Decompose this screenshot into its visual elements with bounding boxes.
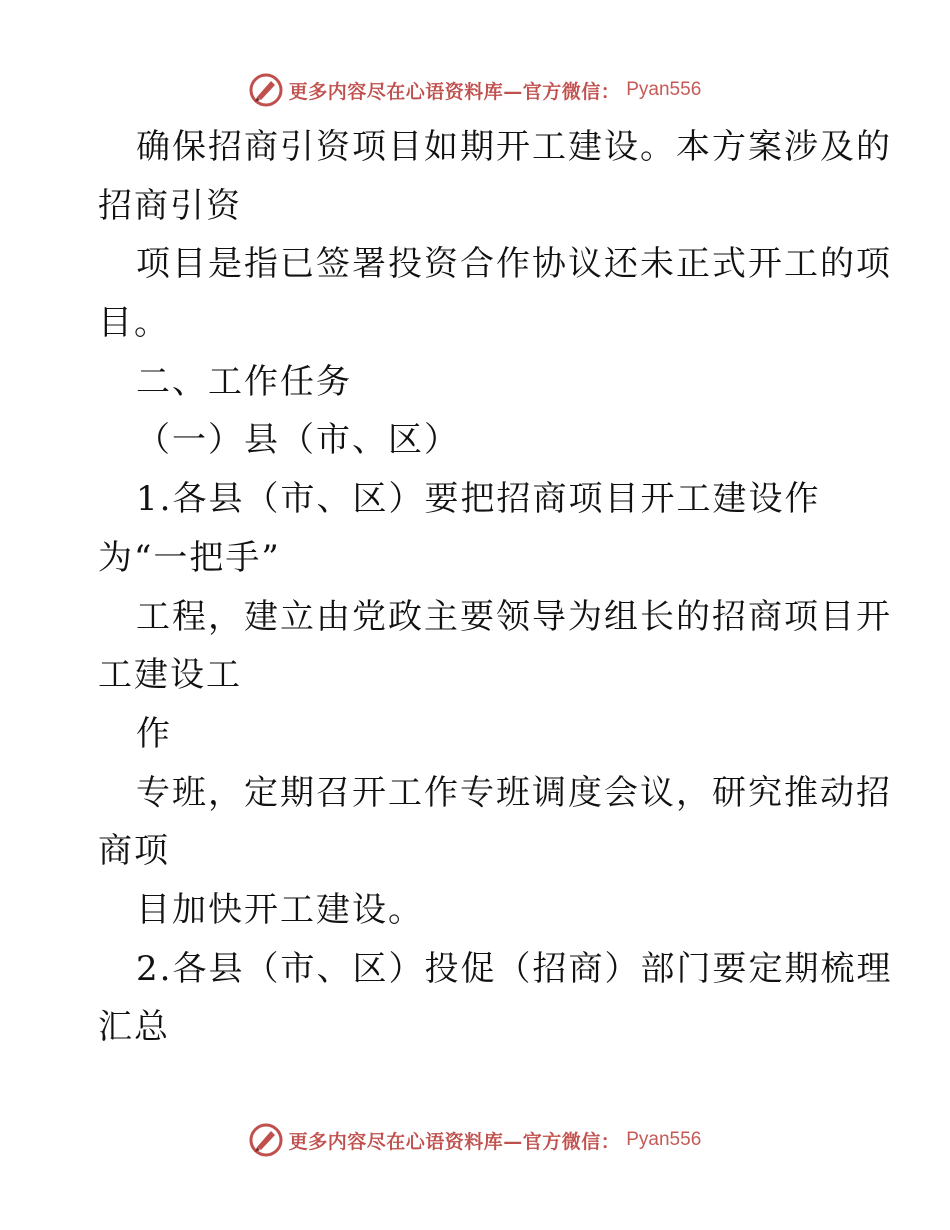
watermark-wechat-id: Pyan556 <box>626 79 702 100</box>
text-line: 工程，建立由党政主要领导为组长的招商项目开 <box>136 596 892 637</box>
text-line: 招商引资 <box>98 185 242 226</box>
watermark-text: 更多内容尽在心语资料库—官方微信： <box>288 1130 621 1153</box>
document-body <box>98 118 893 1057</box>
text-line: 确保招商引资项目如期开工建设。本方案涉及的 <box>136 127 892 167</box>
text-line: 2.各县（市、区）投促（招商）部门要定期梳理 <box>136 948 893 989</box>
text-line: 专班，定期召开工作专班调度会议，研究推动招 <box>136 772 892 813</box>
text-line: 1.各县（市、区）要把招商项目开工建设作 <box>136 479 821 520</box>
header-watermark <box>0 70 950 110</box>
text-line: 目。 <box>98 303 170 344</box>
text-line: 为“一把手” <box>98 537 281 578</box>
pen-logo-icon <box>249 1123 283 1157</box>
text-line: 作 <box>136 713 172 754</box>
text-line: 工建设工 <box>98 655 242 696</box>
text-line: 项目是指已签署投资合作协议还未正式开工的项 <box>136 244 892 285</box>
text-line: 目加快开工建设。 <box>136 889 424 930</box>
watermark-wechat-id: Pyan556 <box>626 1129 702 1150</box>
text-line: 二、工作任务 <box>136 361 352 402</box>
text-line: （一）县（市、区） <box>136 420 460 461</box>
watermark-text: 更多内容尽在心语资料库—官方微信： <box>288 80 621 103</box>
text-line: 汇总 <box>98 1007 170 1048</box>
footer-watermark <box>0 1120 950 1160</box>
text-line: 商项 <box>98 831 170 872</box>
pen-logo-icon <box>249 73 283 107</box>
